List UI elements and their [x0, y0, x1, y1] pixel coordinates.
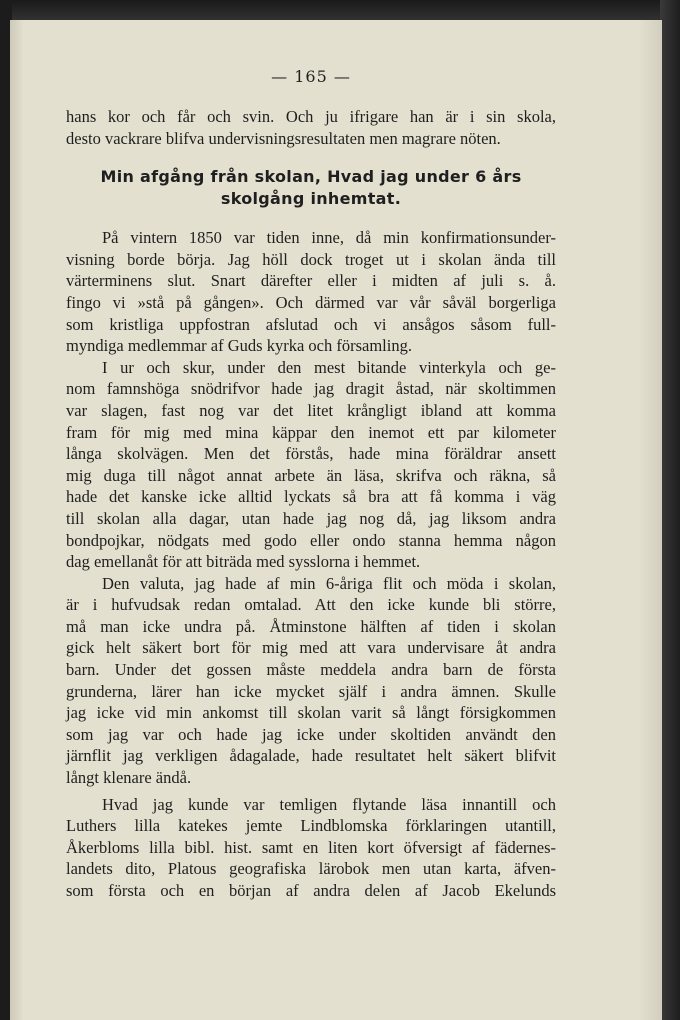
- text-line: Åkerbloms lilla bibl. hist. samt en liten kort öfversigt af fädernes-: [66, 837, 556, 857]
- text-line: fingo vi »stå på gången». Och därmed var vår såväl borgerliga: [66, 292, 556, 312]
- text-line: som jag var och hade jag icke under skoltiden användt den: [66, 724, 556, 744]
- text-line: dag emellanåt för att biträda med sysslorna i hemmet.: [66, 552, 421, 572]
- heading-line: skolgång inhemtat.: [220, 189, 402, 209]
- text-line: hans kor och får och svin. Och ju ifrigare han är i sin skola,: [66, 107, 556, 126]
- text-line: nom famnshöga snödrifvor hade jag dragit åstad, när skoltimmen: [66, 379, 556, 399]
- text-line: desto vackrare blifva undervisningsresultaten men magrare nöten.: [66, 128, 501, 148]
- text-line: långt klenare ändå.: [66, 768, 192, 788]
- text-line: som kristliga uppfostran afslutad och vi ansågos såsom full-: [66, 314, 556, 334]
- text-line: värterminens slut. Snart därefter eller i midten af juli s. å.: [66, 271, 556, 291]
- heading-line: Min afgång från skolan, Hvad jag under 6 års: [100, 167, 522, 187]
- text-line: gick helt säkert bort för mig med att vara undervisare åt andra: [66, 638, 556, 658]
- text-line: I ur och skur, under den mest bitande vinterkyla och ge-: [102, 357, 556, 377]
- text-line: myndiga medlemmar af Guds kyrka och församling.: [66, 336, 412, 356]
- book-binding-top: [0, 0, 680, 22]
- text-line: Den valuta, jag hade af min 6-åriga flit och möda i skolan,: [102, 573, 556, 593]
- text-line: Hvad jag kunde var temligen flytande läsa innantill och: [102, 794, 556, 814]
- text-line: bondpojkar, nödgats med godo eller ondo stanna hemma någon: [66, 530, 556, 550]
- text-line: järnflit jag verkligen ådagalade, hade resultatet helt säkert blifvit: [66, 746, 556, 766]
- text-line: som första och en början af andra delen af Jacob Ekelunds: [66, 881, 556, 900]
- text-line: långa skolvägen. Men det förstås, hade mina föräldrar ansett: [66, 444, 556, 464]
- page-content: [66, 66, 556, 902]
- text-line: visning borde börja. Jag höll dock troget ut i skolan ända till: [66, 249, 556, 269]
- text-line: till skolan alla dagar, utan hade jag nog då, jag liksom andra: [66, 508, 556, 528]
- paragraph: [66, 794, 556, 902]
- page-number: — 165 —: [271, 67, 351, 86]
- text-line: Luthers lilla katekes jemte Lindblomska förklaringen utantill,: [66, 816, 556, 836]
- paragraph: [66, 227, 556, 357]
- text-line: hade det kanske icke alltid lyckats så bra att få komma i väg: [66, 487, 556, 507]
- text-line: är i hufvudsak redan omtalad. Att den icke kunde bli större,: [66, 595, 556, 615]
- intro-paragraph: [66, 106, 556, 149]
- text-line: fram för mig med mina käppar den inemot ett par kilometer: [66, 422, 556, 442]
- text-line: landets dito, Platous geografiska lärobok men utan karta, äfven-: [66, 859, 556, 879]
- paragraph: [66, 573, 556, 789]
- text-line: må man icke undra på. Åtminstone hälften af tiden i skolan: [66, 616, 556, 636]
- text-line: På vintern 1850 var tiden inne, då min konfirmationsunder-: [102, 228, 556, 248]
- text-line: barn. Under det gossen måste meddela andra barn de första: [66, 660, 556, 680]
- text-line: var slagen, fast nog var det litet krångligt ibland att komma: [66, 400, 556, 420]
- paragraph: [66, 357, 556, 573]
- text-line: grunderna, lärer han icke mycket själf i andra ämnen. Skulle: [66, 681, 556, 701]
- text-line: mig duga till något annat arbete än läsa, skrifva och räkna, så: [66, 465, 556, 485]
- text-line: jag icke vid min ankomst till skolan varit så långt försigkommen: [66, 703, 556, 723]
- section-heading: [66, 166, 556, 210]
- book-cover-edge: [660, 0, 680, 1020]
